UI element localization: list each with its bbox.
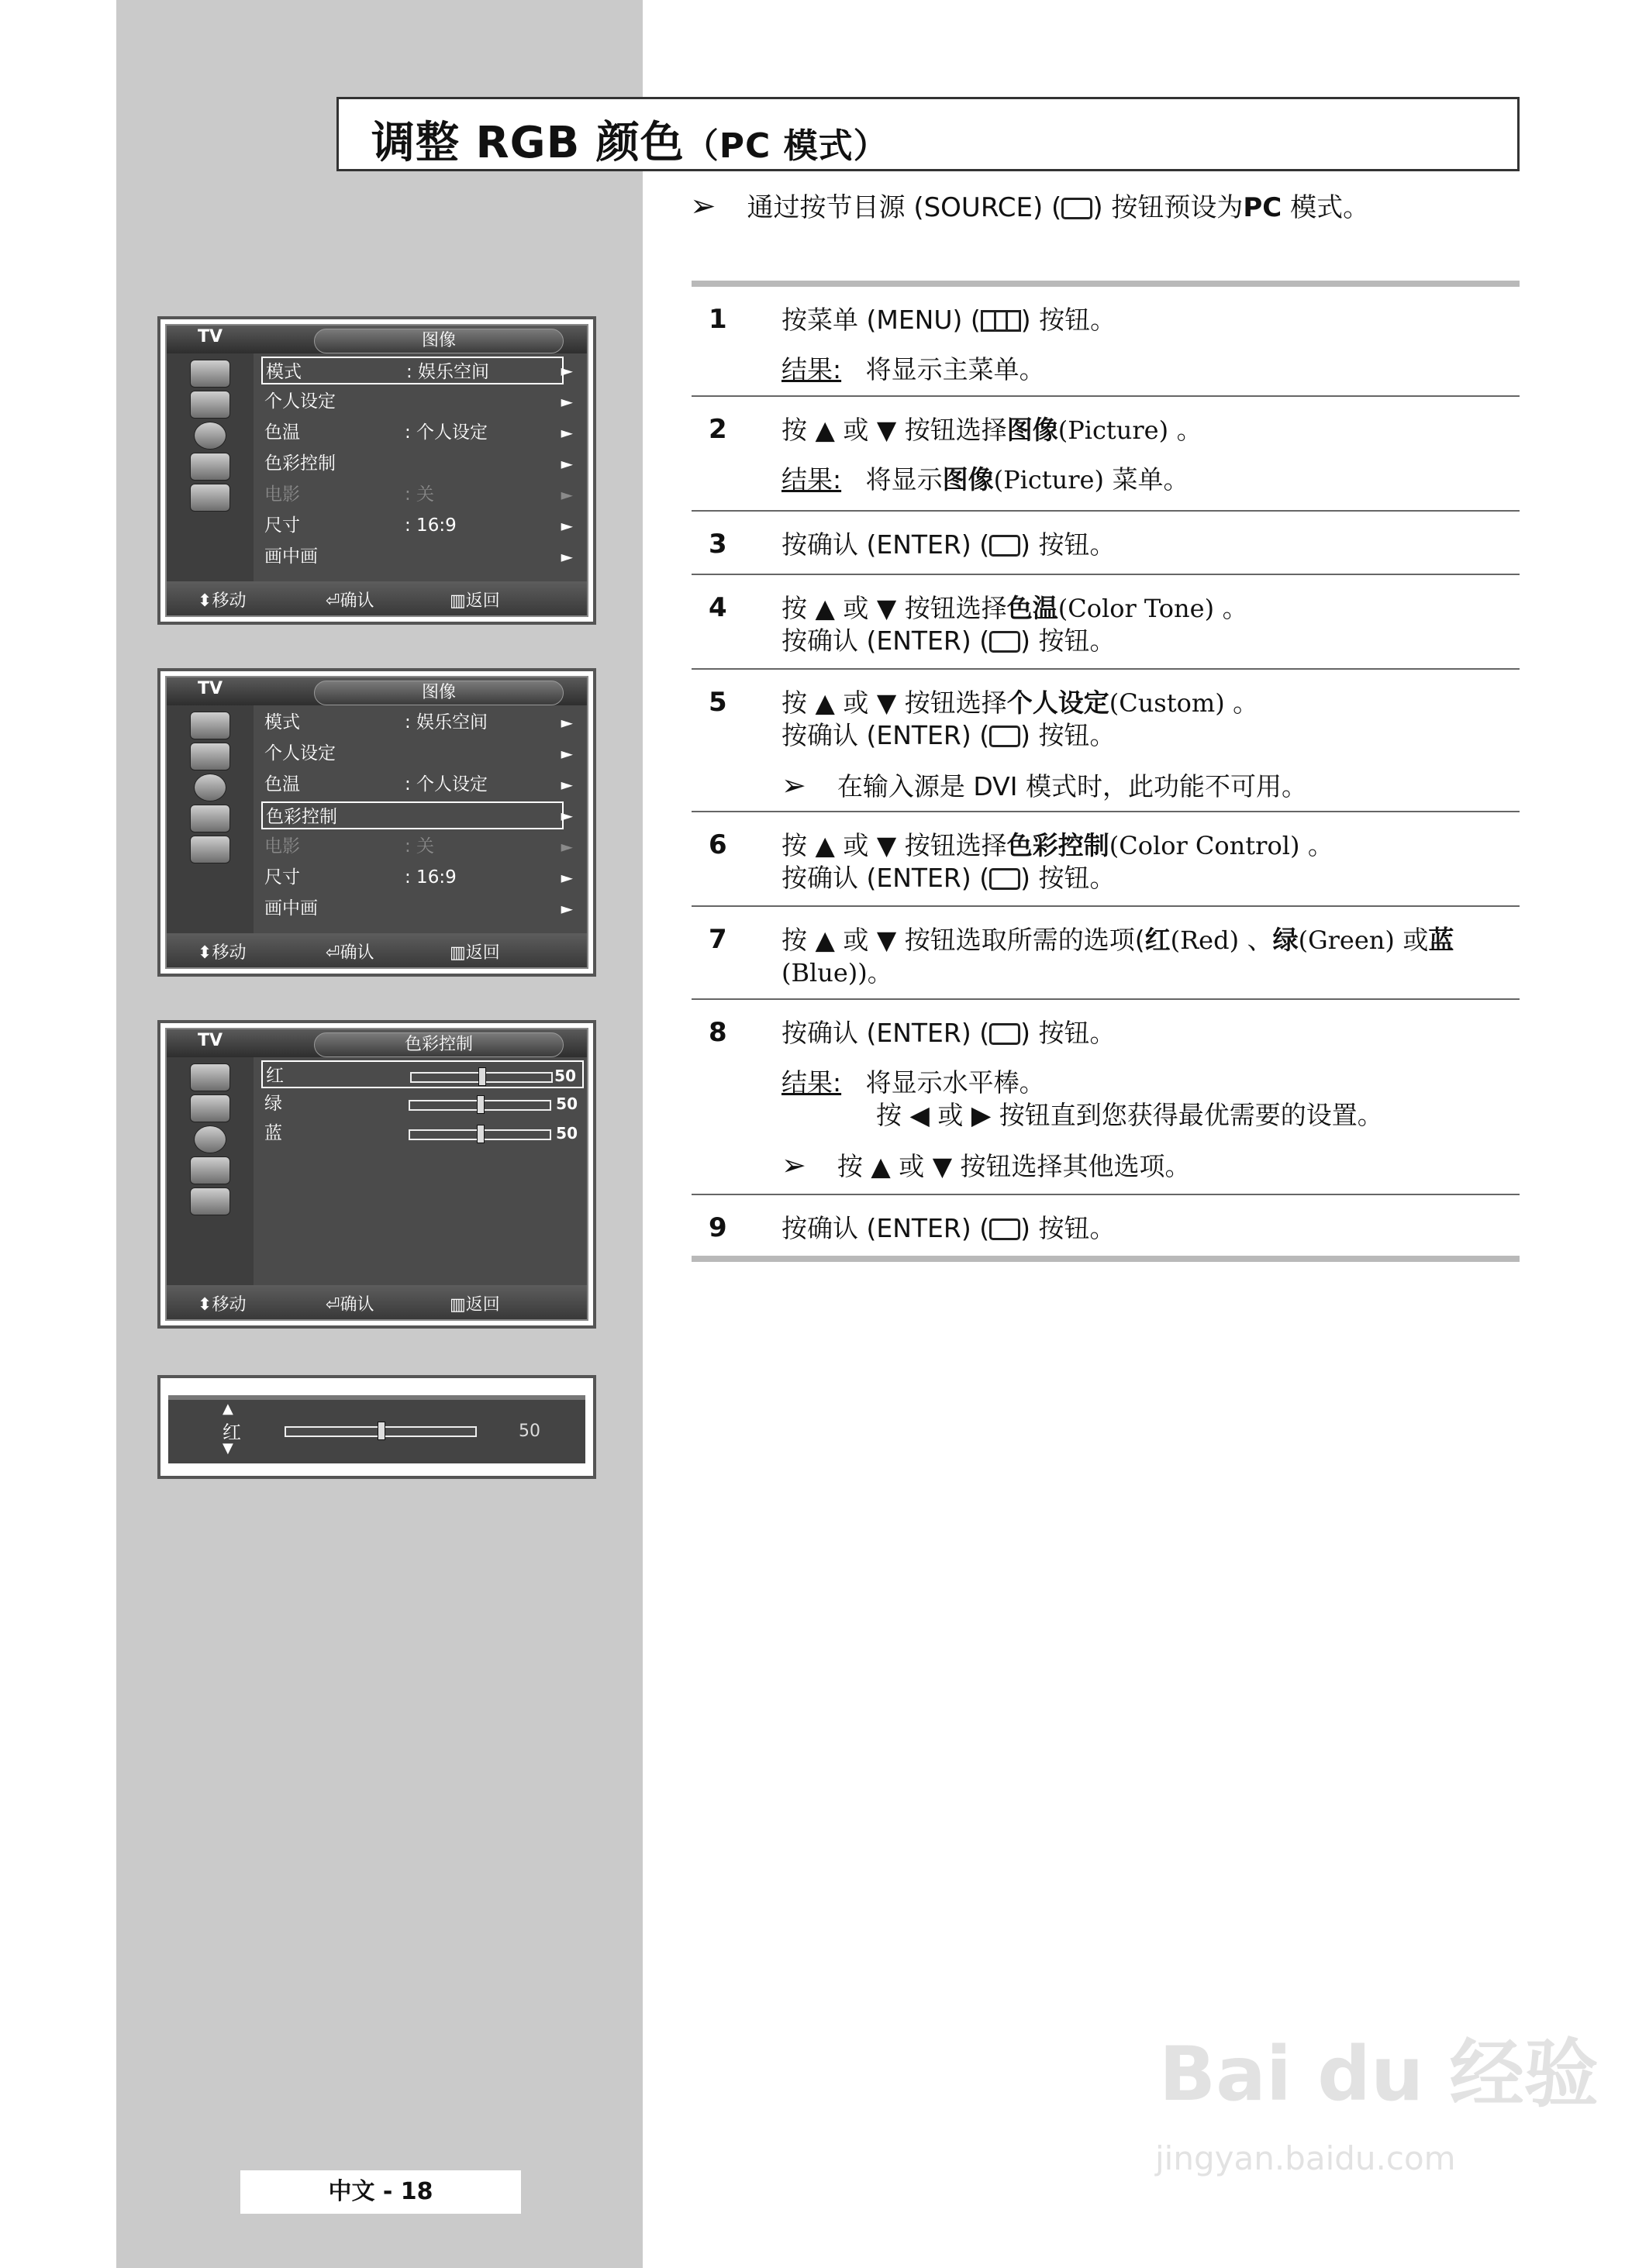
menu-icon-column bbox=[167, 705, 254, 933]
result-text: 菜单。 bbox=[1112, 464, 1189, 495]
move-label: 移动 bbox=[212, 943, 247, 963]
step-text: 按 ▲ 或 ▼ 按钮选择 bbox=[781, 830, 1007, 860]
note-text: 按 ▲ 或 ▼ 按钮选择其他选项。 bbox=[837, 1151, 1191, 1181]
menu-footer bbox=[167, 581, 587, 615]
page-title bbox=[371, 109, 888, 171]
step-number: 5 bbox=[709, 687, 727, 718]
sound-icon[interactable] bbox=[194, 422, 226, 450]
step-body bbox=[781, 414, 1504, 496]
step-text: 按 ▲ 或 ▼ 按钮选择 bbox=[781, 688, 1007, 718]
menu-item-custom[interactable] bbox=[261, 739, 579, 767]
return-label: 返回 bbox=[465, 943, 500, 963]
step-bold: 红 bbox=[1144, 925, 1171, 955]
enter-label: 确认 bbox=[340, 1295, 374, 1315]
menu-item-pip[interactable] bbox=[261, 543, 579, 570]
bar-label: 红 bbox=[223, 1422, 241, 1443]
item-label: 画中画 bbox=[264, 898, 318, 919]
arrow-right-icon: ► bbox=[561, 361, 573, 380]
item-label: 绿 bbox=[264, 1094, 282, 1114]
item-label: 模式 bbox=[266, 362, 302, 382]
item-value: 50 bbox=[556, 1124, 578, 1143]
up-down-icon: ▲ bbox=[223, 1401, 233, 1417]
bottom-rule bbox=[692, 1256, 1520, 1262]
step-serif: (Red) bbox=[1170, 925, 1240, 955]
step-text: ) 按钮。 bbox=[1020, 1213, 1116, 1243]
step-number: 4 bbox=[709, 592, 727, 623]
tv-header bbox=[167, 677, 587, 705]
tv-screen-picture-menu-2 bbox=[157, 668, 596, 977]
input-icon[interactable] bbox=[190, 712, 230, 739]
step-bold: 绿 bbox=[1272, 925, 1299, 955]
title-main: 调整 RGB 颜色 bbox=[371, 118, 685, 168]
step-bold: 色温 bbox=[1006, 593, 1058, 623]
arrow-right-icon: ► bbox=[561, 837, 573, 856]
step-body bbox=[781, 592, 1504, 657]
step-text: 按确认 (ENTER) ( bbox=[781, 1213, 990, 1243]
arrow-right-icon: ► bbox=[561, 516, 573, 535]
intro-text-c: 模式。 bbox=[1290, 192, 1370, 223]
step-number: 3 bbox=[709, 529, 727, 560]
step-number: 1 bbox=[709, 304, 727, 335]
arrow-right-icon: ► bbox=[561, 775, 573, 794]
item-value: 50 bbox=[556, 1094, 578, 1113]
sound-icon[interactable] bbox=[194, 1125, 226, 1153]
enter-label: 确认 bbox=[340, 591, 374, 611]
step-6 bbox=[692, 812, 1520, 907]
item-label: 电影 bbox=[264, 836, 300, 857]
watermark-url: jingyan.baidu.com bbox=[1155, 2139, 1456, 2177]
intro-text-a: 通过按节目源 (SOURCE) ( bbox=[747, 192, 1062, 223]
step-number: 2 bbox=[709, 414, 727, 445]
step-number: 6 bbox=[709, 829, 727, 860]
item-value: : 关 bbox=[405, 484, 435, 505]
menu-footer bbox=[167, 1285, 587, 1319]
enter-icon bbox=[989, 726, 1020, 747]
item-label: 电影 bbox=[264, 484, 300, 505]
note-text: 在输入源是 DVI 模式时，此功能不可用。 bbox=[837, 771, 1307, 801]
step-text: 按 ▲ 或 ▼ 按钮选择 bbox=[781, 593, 1007, 623]
bar-value: 50 bbox=[519, 1422, 540, 1441]
step-text: 、 bbox=[1247, 925, 1273, 955]
tv-menu bbox=[165, 676, 588, 969]
sound-icon[interactable] bbox=[194, 774, 226, 801]
title-suffix: （PC 模式） bbox=[684, 126, 888, 166]
move-label: 移动 bbox=[212, 591, 247, 611]
channel-icon[interactable] bbox=[190, 805, 230, 832]
move-hint: ⬍移动 bbox=[198, 591, 247, 611]
arrow-right-icon: ► bbox=[561, 454, 573, 473]
item-label: 红 bbox=[266, 1066, 284, 1086]
step-text: 。 bbox=[1233, 688, 1259, 718]
down-icon: ▼ bbox=[223, 1440, 233, 1456]
step-number: 8 bbox=[709, 1017, 727, 1048]
item-value: 50 bbox=[554, 1067, 576, 1085]
step-text: ) 按钮。 bbox=[1020, 863, 1116, 893]
menu-icon bbox=[981, 310, 1021, 332]
source-icon bbox=[1061, 198, 1092, 219]
item-value: : 关 bbox=[405, 836, 435, 857]
step-text: ) 按钮。 bbox=[1020, 305, 1116, 335]
menu-icon-column bbox=[167, 353, 254, 581]
item-label: 个人设定 bbox=[264, 391, 336, 412]
step-serif: (Green) bbox=[1298, 925, 1395, 955]
step-4 bbox=[692, 575, 1520, 670]
step-text: ) 按钮。 bbox=[1020, 529, 1116, 560]
step-serif: (Blue))。 bbox=[781, 958, 892, 988]
step-text: 按确认 (ENTER) ( bbox=[781, 626, 990, 656]
enter-icon bbox=[989, 1218, 1020, 1240]
item-value: : 个人设定 bbox=[405, 774, 488, 794]
green-slider[interactable] bbox=[409, 1100, 551, 1111]
return-label: 返回 bbox=[465, 1295, 500, 1315]
step-body bbox=[781, 924, 1504, 989]
top-rule bbox=[692, 281, 1520, 287]
step-5 bbox=[692, 670, 1520, 812]
enter-hint: ⏎确认 bbox=[326, 1295, 374, 1315]
step-serif: (Custom) bbox=[1109, 688, 1225, 718]
enter-hint: ⏎确认 bbox=[326, 591, 374, 611]
step-body bbox=[781, 1212, 1504, 1245]
tv-screen-picture-menu-1 bbox=[157, 316, 596, 625]
menu-item-movie bbox=[261, 481, 579, 508]
setup-icon[interactable] bbox=[190, 484, 230, 512]
step-bold: 色彩控制 bbox=[1006, 830, 1109, 860]
enter-hint: ⏎确认 bbox=[326, 943, 374, 963]
step-text: 按确认 (ENTER) ( bbox=[781, 863, 990, 893]
item-label: 尺寸 bbox=[264, 867, 300, 888]
enter-icon bbox=[989, 1023, 1020, 1045]
step-text: 按确认 (ENTER) ( bbox=[781, 529, 990, 560]
menu-item-size[interactable] bbox=[261, 863, 579, 891]
item-value: : 娱乐空间 bbox=[406, 362, 490, 382]
item-label: 画中画 bbox=[264, 546, 318, 567]
tv-menu bbox=[165, 324, 588, 617]
step-3 bbox=[692, 512, 1520, 575]
enter-icon bbox=[989, 868, 1020, 890]
step-text: 按菜单 (MENU) ( bbox=[781, 305, 981, 335]
page-title-box bbox=[336, 97, 1520, 171]
menu-item-mode[interactable] bbox=[261, 708, 579, 736]
color-green-row[interactable] bbox=[261, 1090, 584, 1118]
step-text: 或 bbox=[1402, 925, 1429, 955]
move-hint: ⬍移动 bbox=[198, 943, 247, 963]
step-bold: 蓝 bbox=[1428, 925, 1454, 955]
step-text: 按 ▲ 或 ▼ 按钮选择 bbox=[781, 415, 1007, 445]
setup-icon[interactable] bbox=[190, 836, 230, 863]
step-text: 按确认 (ENTER) ( bbox=[781, 720, 990, 750]
result-label: 结果: bbox=[781, 1067, 842, 1098]
page-number: 中文 - 18 bbox=[240, 2170, 521, 2214]
tv-label: TV bbox=[198, 679, 223, 698]
input-icon[interactable] bbox=[190, 1063, 230, 1091]
input-icon[interactable] bbox=[190, 360, 230, 388]
bar-panel bbox=[168, 1395, 585, 1463]
item-value: : 个人设定 bbox=[405, 422, 488, 443]
menu-item-size[interactable] bbox=[261, 512, 579, 539]
return-label: 返回 bbox=[465, 591, 500, 611]
step-number: 7 bbox=[709, 924, 727, 955]
arrow-right-icon: ► bbox=[561, 547, 573, 566]
item-label: 模式 bbox=[264, 712, 300, 732]
menu-title: 色彩控制 bbox=[314, 1032, 564, 1057]
slider-knob[interactable] bbox=[478, 1067, 486, 1086]
step-text: ) 按钮。 bbox=[1020, 1018, 1116, 1048]
arrow-right-icon: ► bbox=[561, 423, 573, 442]
return-hint: ▥返回 bbox=[450, 1295, 500, 1315]
arrow-right-icon: ► bbox=[561, 744, 573, 763]
channel-icon[interactable] bbox=[190, 1156, 230, 1184]
item-label: 蓝 bbox=[264, 1123, 282, 1143]
step-text: ) 按钮。 bbox=[1020, 626, 1116, 656]
return-hint: ▥返回 bbox=[450, 943, 500, 963]
arrow-right-icon: ► bbox=[561, 485, 573, 504]
step-bold: 个人设定 bbox=[1006, 688, 1109, 718]
result-label: 结果: bbox=[781, 354, 842, 384]
result-bold: 图像 bbox=[942, 464, 994, 495]
move-hint: ⬍移动 bbox=[198, 1295, 247, 1315]
step-text: 。 bbox=[1176, 415, 1202, 445]
step-7 bbox=[692, 907, 1520, 1000]
slider-knob[interactable] bbox=[477, 1095, 485, 1114]
step-text: 按确认 (ENTER) ( bbox=[781, 1018, 990, 1048]
tv-label: TV bbox=[198, 1031, 223, 1050]
intro-note bbox=[690, 186, 1369, 224]
menu-item-color-control-arrow bbox=[261, 801, 579, 829]
item-value: : 16:9 bbox=[405, 867, 457, 888]
menu-item-movie bbox=[261, 832, 579, 860]
step-bold: 图像 bbox=[1006, 415, 1058, 445]
color-blue-row[interactable] bbox=[261, 1119, 584, 1147]
color-control-list bbox=[254, 1057, 587, 1285]
step-serif: (Color Control) bbox=[1109, 831, 1300, 860]
step-1 bbox=[692, 287, 1520, 397]
note-arrow-icon: ➢ bbox=[690, 188, 716, 224]
item-label: 个人设定 bbox=[264, 743, 336, 763]
slider-knob[interactable] bbox=[378, 1422, 385, 1440]
enter-icon bbox=[989, 631, 1020, 653]
intro-text-b: ) 按钮预设为 bbox=[1092, 192, 1244, 223]
step-body bbox=[781, 1017, 1504, 1183]
item-label: 色温 bbox=[264, 422, 300, 443]
step-9 bbox=[692, 1195, 1520, 1256]
item-label: 尺寸 bbox=[264, 515, 300, 536]
menu-list bbox=[254, 353, 587, 581]
menu-title: 图像 bbox=[314, 681, 564, 705]
menu-item-mode-arrow bbox=[261, 357, 579, 384]
step-text: 。 bbox=[1222, 593, 1248, 623]
menu-item-pip[interactable] bbox=[261, 894, 579, 922]
enter-icon bbox=[989, 535, 1020, 557]
result-text: 按 ◀ 或 ▶ 按钮直到您获得最优需要的设置。 bbox=[876, 1100, 1383, 1130]
item-label: 色彩控制 bbox=[264, 453, 336, 474]
step-body bbox=[781, 529, 1504, 561]
step-text: 按 ▲ 或 ▼ 按钮选取所需的选项( bbox=[781, 925, 1145, 955]
move-label: 移动 bbox=[212, 1295, 247, 1315]
tv-header bbox=[167, 1029, 587, 1057]
return-hint: ▥返回 bbox=[450, 591, 500, 611]
menu-list bbox=[254, 705, 587, 933]
step-text: 。 bbox=[1307, 830, 1333, 860]
result-text: 将显示 bbox=[865, 464, 943, 495]
item-value: : 娱乐空间 bbox=[405, 712, 488, 732]
step-body bbox=[781, 687, 1504, 803]
menu-item-color-tone[interactable] bbox=[261, 770, 579, 798]
picture-icon[interactable] bbox=[190, 743, 230, 770]
baidu-watermark: Bai du 经验 bbox=[1159, 2031, 1599, 2118]
red-slider[interactable] bbox=[410, 1072, 553, 1083]
step-number: 9 bbox=[709, 1212, 727, 1243]
step-body bbox=[781, 304, 1504, 386]
arrow-right-icon: ► bbox=[561, 392, 573, 411]
menu-item-color-tone[interactable] bbox=[261, 419, 579, 446]
picture-icon[interactable] bbox=[190, 391, 230, 419]
picture-icon[interactable] bbox=[190, 1094, 230, 1122]
enter-label: 确认 bbox=[340, 943, 374, 963]
arrow-right-icon: ► bbox=[561, 713, 573, 732]
slider-knob[interactable] bbox=[477, 1125, 485, 1143]
tv-header bbox=[167, 326, 587, 353]
step-2 bbox=[692, 397, 1520, 512]
menu-item-custom[interactable] bbox=[261, 388, 579, 415]
result-text: 将显示水平棒。 bbox=[865, 1067, 1045, 1098]
intro-bold: PC bbox=[1243, 192, 1282, 223]
arrow-right-icon: ► bbox=[561, 868, 573, 887]
item-label: 色彩控制 bbox=[266, 807, 337, 827]
tv-screen-color-control bbox=[157, 1020, 596, 1329]
tv-label: TV bbox=[198, 327, 223, 346]
result-serif: (Picture) bbox=[993, 465, 1104, 495]
note-arrow-icon: ➢ bbox=[781, 768, 806, 802]
setup-icon[interactable] bbox=[190, 1187, 230, 1215]
step-text: ) 按钮。 bbox=[1020, 720, 1116, 750]
step-serif: (Picture) bbox=[1057, 415, 1169, 445]
step-8 bbox=[692, 1000, 1520, 1195]
menu-item-color-control[interactable] bbox=[261, 450, 579, 477]
step-serif: (Color Tone) bbox=[1057, 594, 1215, 623]
step-body bbox=[781, 829, 1504, 894]
menu-footer bbox=[167, 933, 587, 967]
tv-screen-horizontal-bar bbox=[157, 1375, 596, 1479]
tv-menu bbox=[165, 1028, 588, 1321]
red-horizontal-slider[interactable] bbox=[285, 1426, 477, 1437]
result-label: 结果: bbox=[781, 464, 842, 495]
note-arrow-icon: ➢ bbox=[781, 1148, 806, 1182]
result-text: 将显示主菜单。 bbox=[865, 354, 1045, 384]
item-label: 色温 bbox=[264, 774, 300, 794]
blue-slider[interactable] bbox=[409, 1129, 551, 1140]
arrow-right-icon: ► bbox=[561, 899, 573, 918]
channel-icon[interactable] bbox=[190, 453, 230, 481]
menu-title: 图像 bbox=[314, 329, 564, 353]
menu-icon-column bbox=[167, 1057, 254, 1285]
item-value: : 16:9 bbox=[405, 515, 457, 536]
color-red-row[interactable] bbox=[261, 1060, 584, 1088]
arrow-right-icon: ► bbox=[561, 806, 573, 825]
